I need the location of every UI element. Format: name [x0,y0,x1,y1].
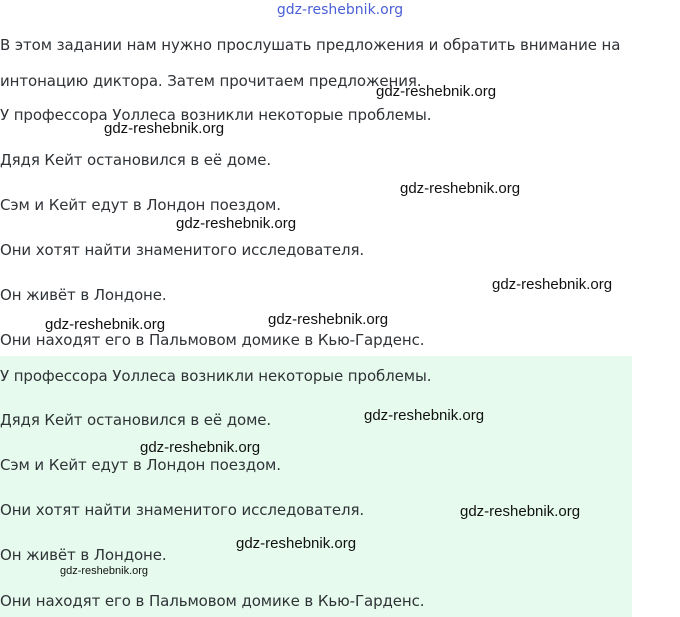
highlighted-sentence-4: Они хотят найти знаменитого исследователя. [0,501,365,519]
watermark: gdz-reshebnik.org [492,276,613,293]
intro-paragraph: В этом задании нам нужно прослушать предложения и обратить внимание на интонацию диктора. Затем прочитаем предложения. [0,36,621,90]
watermark: gdz-reshebnik.org [460,503,581,520]
highlighted-sentence-1: У профессора Уоллеса возникли некоторые проблемы. [0,367,432,385]
watermark: gdz-reshebnik.org [364,407,485,424]
highlighted-sentence-2: Дядя Кейт остановился в её доме. [0,411,272,429]
highlighted-sentence-3: Сэм и Кейт едут в Лондон поездом. [0,456,281,474]
header-watermark: gdz-reshebnik.org [276,2,404,18]
sentence-6: Они находят его в Пальмовом домике в Кью-Гарденс. [0,331,425,349]
sentence-1: У профессора Уоллеса возникли некоторые проблемы. [0,106,432,124]
highlighted-sentence-5: Он живёт в Лондоне. [0,546,167,564]
watermark: gdz-reshebnik.org [376,83,497,100]
sentence-4: Они хотят найти знаменитого исследователя. [0,241,365,259]
watermark: gdz-reshebnik.org [268,311,389,328]
sentence-2: Дядя Кейт остановился в её доме. [0,151,272,169]
watermark: gdz-reshebnik.org [400,180,521,197]
sentence-5: Он живёт в Лондоне. [0,286,167,304]
watermark: gdz-reshebnik.org [176,215,297,232]
watermark: gdz-reshebnik.org [104,120,225,137]
highlighted-sentence-6: Они находят его в Пальмовом домике в Кью-Гарденс. [0,592,425,610]
highlighted-block [0,356,632,617]
watermark: gdz-reshebnik.org [236,535,357,552]
watermark: gdz-reshebnik.org [45,316,166,333]
sentence-3: Сэм и Кейт едут в Лондон поездом. [0,196,281,214]
watermark: gdz-reshebnik.org [60,565,149,577]
watermark: gdz-reshebnik.org [140,439,261,456]
